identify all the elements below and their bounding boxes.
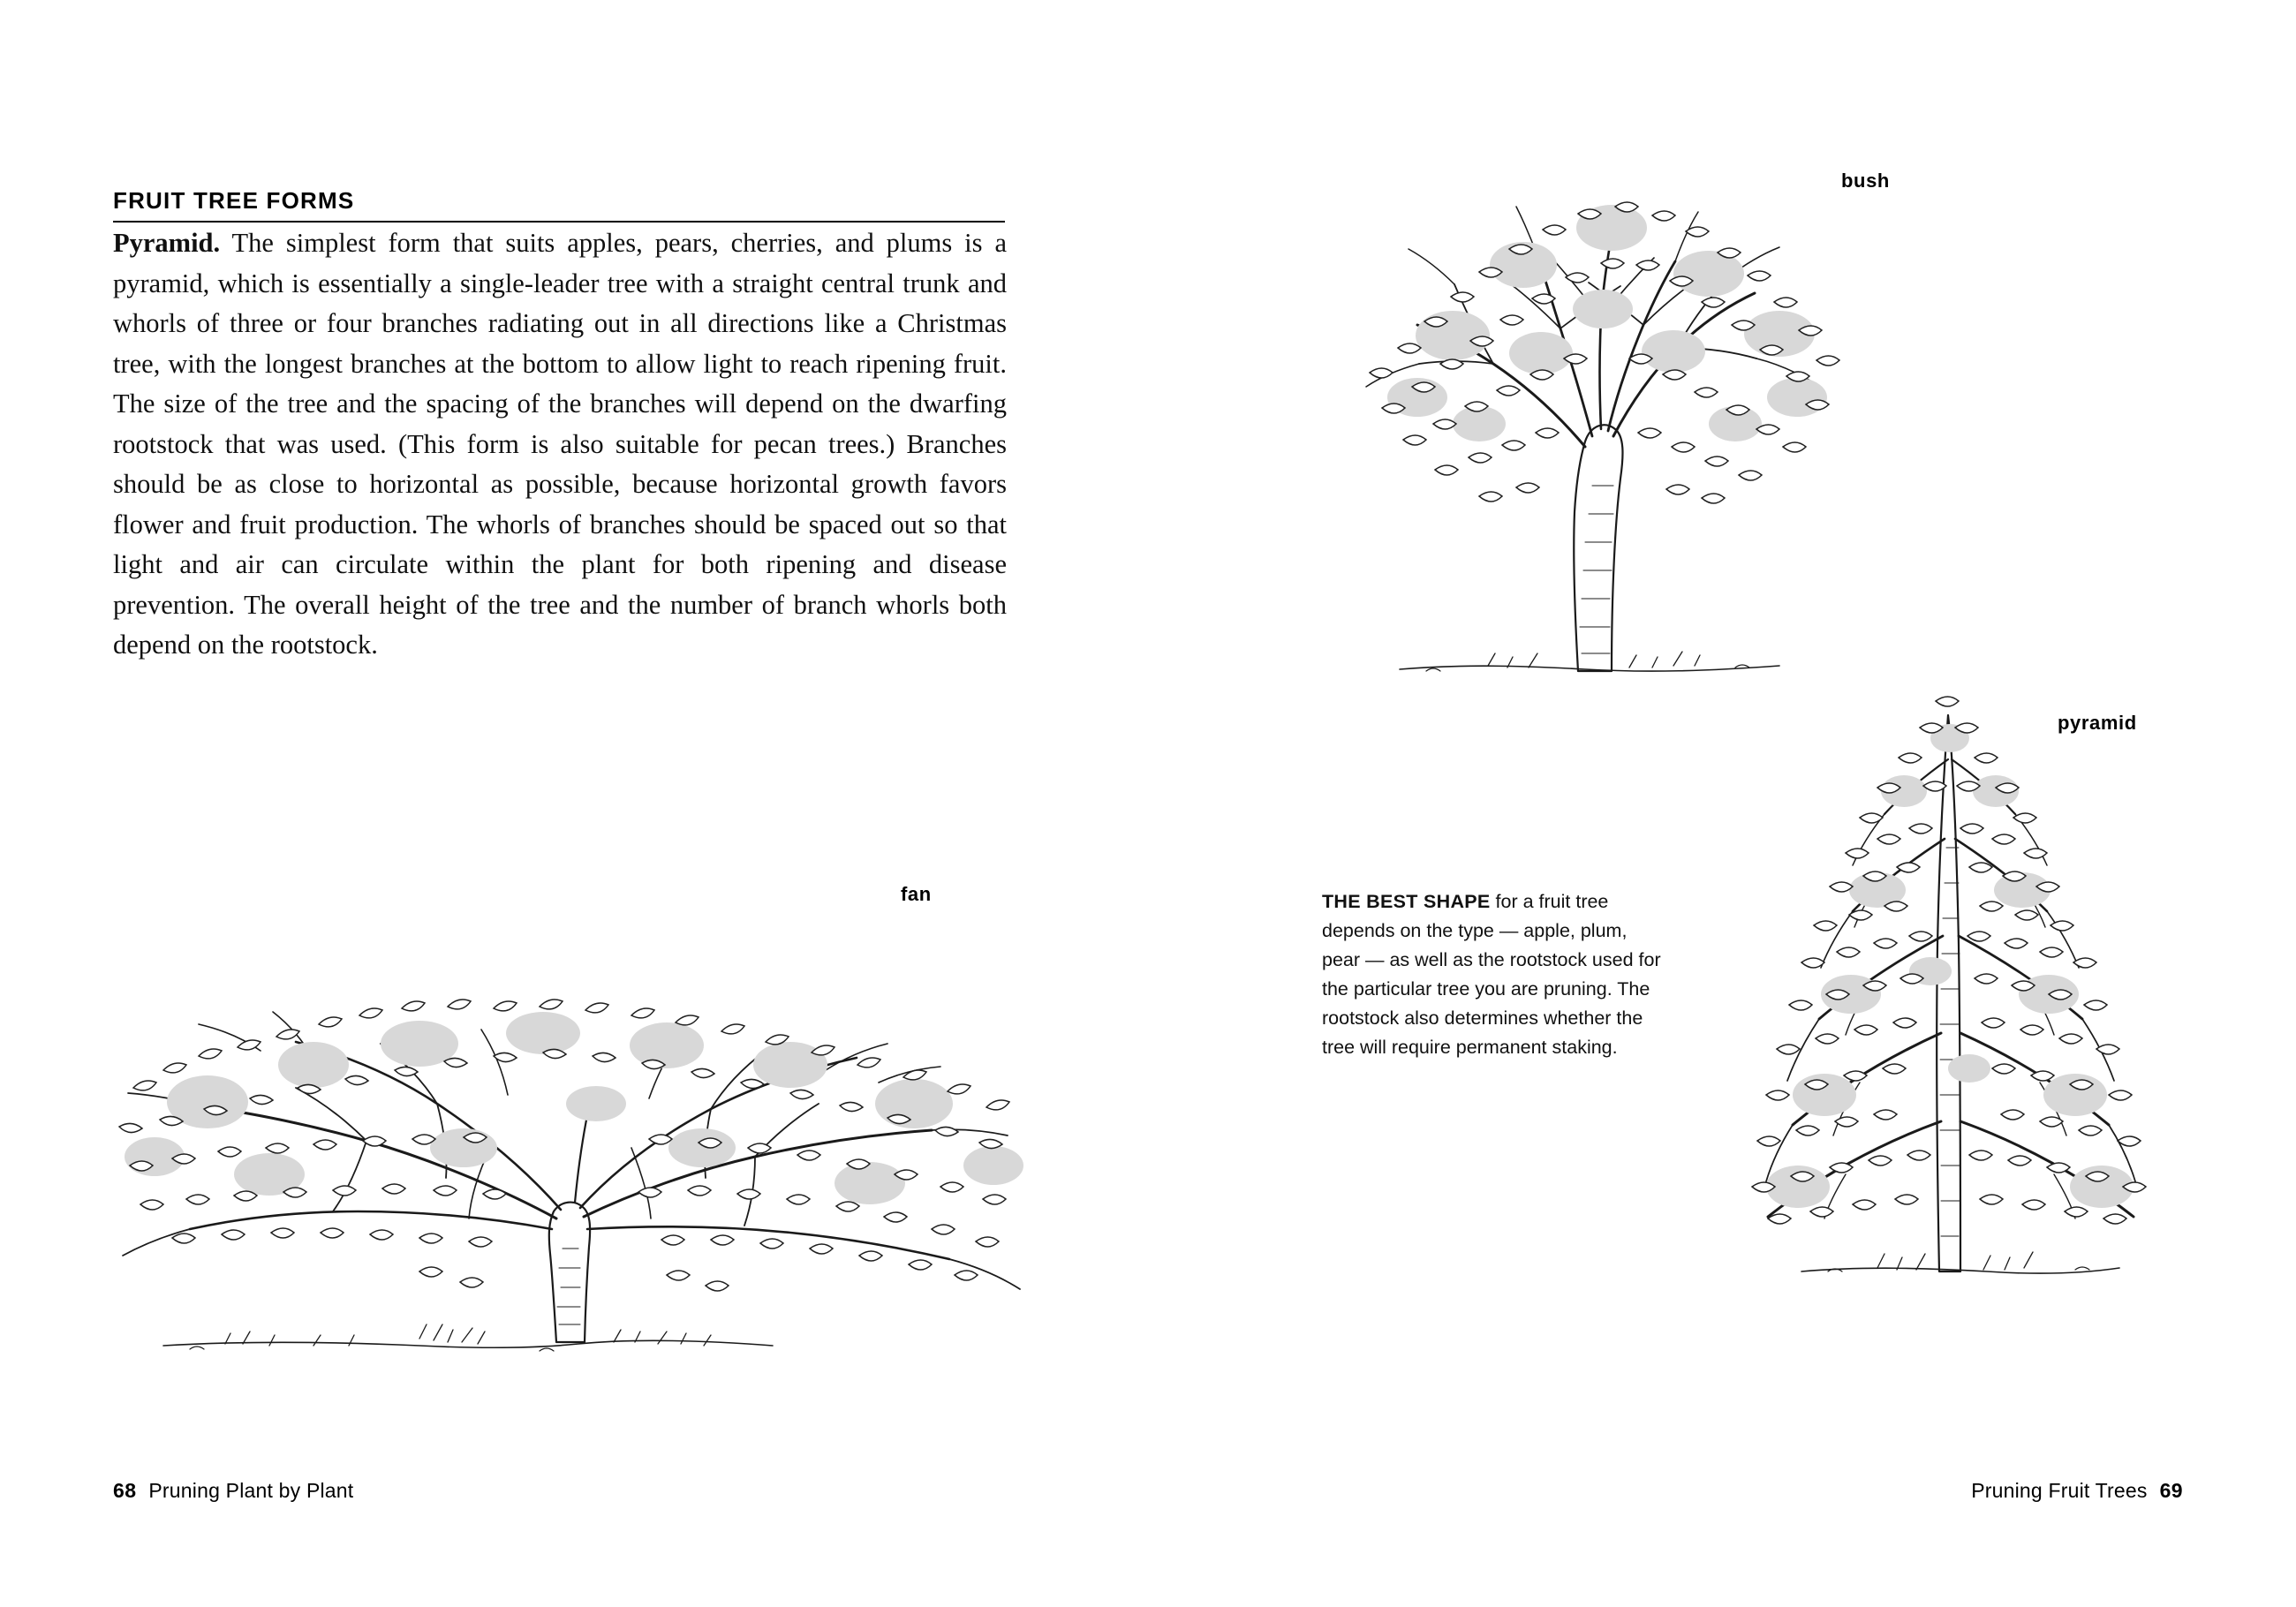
footer-left bbox=[113, 1479, 353, 1503]
figure-label-pyramid: pyramid bbox=[2058, 712, 2137, 734]
bush-tree-illustration bbox=[1320, 132, 1868, 698]
right-page bbox=[1148, 0, 2296, 1607]
figure-label-fan: fan bbox=[901, 883, 932, 905]
caption-lead-in: THE BEST SHAPE bbox=[1322, 891, 1491, 912]
paragraph-lead-in: Pyramid. bbox=[113, 228, 221, 258]
page-number-left: 68 bbox=[113, 1479, 137, 1502]
running-head-right: Pruning Fruit Trees bbox=[1971, 1479, 2148, 1502]
figure-caption bbox=[1322, 887, 1662, 1062]
running-head-left: Pruning Plant by Plant bbox=[148, 1479, 354, 1502]
footer-right bbox=[1971, 1479, 2183, 1503]
paragraph-text: The simplest form that suits apples, pears, cherries, and plums is a pyramid, which is essentially a single-leader tree with a straight central trunk and whorls of three or four branches radiating out in all directions like a Christmas tree, with the longest branches at the bottom to allow light to reach ripening fruit. The size of the tree and the spacing of the branches will depend on the dwarfing rootstock that was used. (This form is also suitable for pecan trees.) Branches should be as close to horizontal as possible, because horizontal growth favors flower and fruit production. The whorls of branches should be spaced out so that light and air can circulate within the plant for both ripening and disease prevention. The overall height of the tree and the number of branch whorls both depend on the rootstock. bbox=[113, 228, 1007, 660]
figure-label-bush: bush bbox=[1841, 170, 1890, 192]
page-number-right: 69 bbox=[2159, 1479, 2183, 1502]
body-paragraph bbox=[113, 223, 1007, 666]
pyramid-tree-illustration bbox=[1704, 653, 2199, 1307]
caption-text: for a fruit tree depends on the type — apple, plum, pear — as well as the rootstock used for the particular tree you are pruning. The rootstock also determines whether the tree will require permanent staking. bbox=[1322, 891, 1661, 1058]
fan-tree-illustration bbox=[49, 883, 1108, 1377]
section-heading: FRUIT TREE FORMS bbox=[113, 187, 1005, 223]
